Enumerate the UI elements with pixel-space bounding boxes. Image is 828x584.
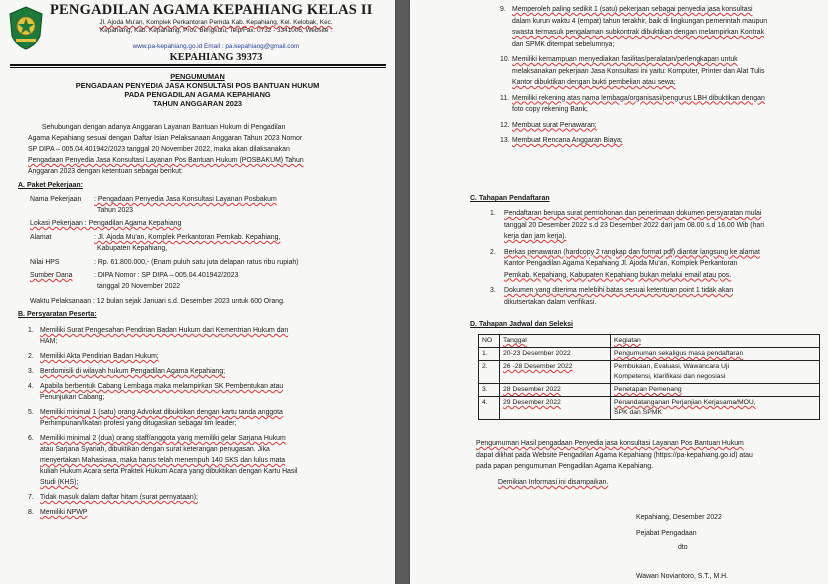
requirement-item-3 bbox=[500, 93, 822, 116]
schedule-no: 4. bbox=[479, 397, 500, 420]
item-text-line: Memiliki kemampuan menyediakan fasilitas/peralatan/perlengkapan untuk bbox=[512, 56, 738, 63]
schedule-row bbox=[479, 348, 820, 361]
item-number: 3. bbox=[28, 368, 34, 375]
intro-line4: Pengadaan Penyedia Jasa Konsultasi Layanan Pos Bantuan Hukum (POSBAKUM) Tahun bbox=[28, 157, 304, 164]
field-lokasi: Lokasi Pekerjaan : Pengadilan Agama Kepahiang bbox=[30, 220, 182, 227]
schedule-no: 3. bbox=[479, 384, 500, 397]
item-text-line: Memperoleh paling sedikit 1 (satu) pekerjaan sebagai penyedia jasa konsultasi bbox=[512, 6, 753, 13]
col-header-kegiatan: Kegiatan bbox=[611, 335, 820, 348]
field-value: : DIPA Nomor : SP DIPA – 005.04.401942/2023 bbox=[94, 272, 239, 279]
schedule-row bbox=[479, 384, 820, 397]
schedule-no: 2. bbox=[479, 361, 500, 384]
item-text-line: Apabila berbentuk Cabang Lembaga maka melampirkan SK Pembentukan atau bbox=[40, 383, 284, 390]
item-text-line: Kantor dibuktikan dengan bukti pembelian atau sewa; bbox=[512, 79, 676, 86]
item-number: 8. bbox=[28, 509, 34, 516]
section-d-title: D. Tahapan Jadwal dan Seleksi bbox=[470, 321, 573, 328]
field-value-cont: tanggal 20 November 2022 bbox=[97, 283, 181, 290]
field-nama-pekerjaan bbox=[30, 194, 386, 216]
item-number: 13. bbox=[500, 137, 510, 144]
schedule-activity bbox=[611, 397, 820, 420]
item-number: 5. bbox=[28, 409, 34, 416]
requirement-item-2 bbox=[500, 54, 822, 89]
field-value-cont: Kabupaten Kepahiang, bbox=[97, 245, 168, 252]
letterhead-address: Jl. Ajoda Mu'an, Komplek Perkantoran Pemda Kab. Kepahiang, Kel. Kelobak, Kec. Kepahiang, Kab. Kepahiang, Prov. Bengkulu, Telp/Fax. 0732 - 3341006, Website : bbox=[99, 19, 333, 34]
item-number: 1. bbox=[28, 327, 34, 334]
item-text-line: dikutsertakan dalam verifikasi. bbox=[504, 298, 597, 306]
signature-name: Wawan Noviantoro, S.T., M.H. bbox=[636, 573, 729, 580]
closing-paragraph: Pengumuman Hasil pengadaan Penyedia jasa konsultasi Layanan Pos Bantuan Hukum dapat dilihat pada Website Pengadilan Agama Kepahiang (https://pa-kepahiang.go.id) atau pada papan pengumuman Pengadilan Agama Kepahiang. bbox=[476, 440, 753, 470]
item-text-line: dan SPMK ditempat sebelumnya; bbox=[512, 40, 615, 48]
schedule-date: 26 -28 Desember 2022 bbox=[500, 361, 611, 384]
item-text-line: Perhimpunan/Ikatan profesi yang ditugaskan sebagai tim leader; bbox=[40, 420, 237, 427]
field-value: : Pengadaan Penyedia Jasa Konsultasi Layanan Posbakum bbox=[94, 196, 277, 203]
col-header-tanggal: Tanggal bbox=[500, 335, 611, 348]
schedule-activity-line: Penandatanganan Perjanjian Kerjasama/MOU, bbox=[614, 399, 756, 406]
schedule-date: 20-23 Desember 2022 bbox=[500, 348, 611, 361]
schedule-activity bbox=[611, 348, 820, 361]
section-a-title: A. Paket Pekerjaan: bbox=[18, 182, 83, 189]
intro-line5: Anggaran 2023 dengan ketentuan sebagai berikut: bbox=[28, 168, 183, 175]
item-number: 2. bbox=[28, 353, 34, 360]
item-number: 7. bbox=[28, 494, 34, 501]
field-value: : Jl. Ajoda Mu'an, Komplek Perkantoran Pemkab. Kepahiang, bbox=[94, 234, 281, 241]
field-sumber-dana bbox=[30, 270, 386, 292]
announcement-title-line1: PENGADAAN PENYEDIA JASA KONSULTASI POS BANTUAN HUKUM bbox=[75, 81, 320, 90]
item-text-line: Pendaftaran berupa surat permohonan dan penerimaan dokumen persyaratan mulai bbox=[504, 210, 762, 217]
requirement-item-4 bbox=[500, 120, 822, 132]
court-emblem-icon bbox=[8, 6, 44, 50]
schedule-activity-line: SPK dan SPMK bbox=[614, 409, 662, 416]
field-waktu: Waktu Pelaksanaan : 12 bulan sejak Januari s.d. Desember 2023 untuk 600 Orang. bbox=[30, 298, 285, 305]
announcement-title-line2: PADA PENGADILAN AGAMA KEPAHIANG bbox=[124, 90, 271, 99]
item-text-line: Berdomisili di wilayah hukum Pengadilan Agama Kepahiang; bbox=[40, 368, 226, 375]
item-text-line: atau Sarjana Syariah, dibuktikan dengan surat keterangan penugasan. Jika bbox=[40, 446, 270, 453]
registration-step-2 bbox=[490, 247, 822, 282]
schedule-row bbox=[479, 361, 820, 384]
item-text-line: Dokumen yang diterima melebihi batas sesuai ketentuan point 1 tidak akan bbox=[504, 287, 734, 294]
schedule-activity-line: Kompetensi, klarifikasi dan negosiasi bbox=[614, 373, 726, 380]
registration-step-3 bbox=[490, 285, 822, 308]
letterhead-divider-thin bbox=[10, 67, 386, 68]
item-number: 6. bbox=[28, 435, 34, 442]
item-text-line: tanggal 20 Desember 2022 s.d 23 Desember 2022 dari jam 08.00 s.d 16.00 Wib (hari bbox=[504, 221, 765, 229]
item-number: 11. bbox=[500, 94, 510, 102]
announcement-label: PENGUMUMAN bbox=[170, 72, 225, 81]
field-label: Sumber Dana bbox=[30, 272, 73, 279]
document-page-left bbox=[0, 0, 395, 584]
requirement-item-5 bbox=[500, 135, 822, 147]
closing-note: Demikian Informasi ini disampaikan. bbox=[498, 479, 609, 486]
schedule-activity bbox=[611, 361, 820, 384]
intro-line3: SP DIPA – 005.04.401942/2023 tanggal 20 November 2022, maka akan dilaksanakan bbox=[28, 146, 290, 153]
intro-line1: Sehubungan dengan adanya Anggaran Layanan Bantuan Hukum di Pengadilan bbox=[42, 124, 286, 131]
item-text-line: kerja dan jam kerja). bbox=[504, 233, 567, 240]
letterhead-divider bbox=[10, 64, 386, 66]
letterhead-contact[interactable]: www.pa-kepahiang.go.id Email : pa.kepahiang@gmail.com bbox=[132, 43, 300, 50]
schedule-table bbox=[478, 334, 820, 420]
item-text-line: melaksanakan pekerjaan Jasa Konsultasi ini yaitu: Komputer, Printer dan Alat Tulis bbox=[512, 67, 765, 75]
signature-role: Pejabat Pengadaan bbox=[636, 530, 697, 537]
item-text-line: Membuat surat Penawaran; bbox=[512, 121, 597, 129]
item-text-line: swasta termasuk pengalaman subkontrak dibuktikan dengan melampirkan Kontrak bbox=[512, 29, 765, 36]
field-value-cont: Tahun 2023 bbox=[97, 207, 134, 214]
requirement-item-3 bbox=[28, 366, 386, 377]
registration-step-1 bbox=[490, 208, 822, 243]
item-number: 1. bbox=[490, 210, 496, 217]
item-text-line: foto copy rekening Bank; bbox=[512, 106, 588, 113]
item-text-line: Membuat Rencana Anggaran Biaya; bbox=[512, 137, 623, 144]
item-number: 4. bbox=[28, 383, 34, 390]
section-c-title: C. Tahapan Pendaftaran bbox=[470, 195, 550, 202]
item-text-line: dalam kurun waktu 4 (empat) tahun terakhir, baik di lingkungan pemerintah maupun bbox=[512, 17, 768, 25]
schedule-row bbox=[479, 397, 820, 420]
signature-place-date: Kepahiang, Desember 2022 bbox=[636, 514, 722, 521]
item-number: 2. bbox=[490, 248, 496, 256]
letterhead-title: PENGADILAN AGAMA KEPAHIANG KELAS II bbox=[50, 2, 373, 18]
schedule-date: 29 Desember 2022 bbox=[500, 397, 611, 420]
requirement-item-6 bbox=[28, 433, 386, 488]
col-header-no: NO bbox=[479, 335, 500, 348]
field-value: : Rp. 61.800.000,- (Enam puluh satu juta delapan ratus ribu rupiah) bbox=[94, 259, 299, 266]
item-text-line: Tidak masuk dalam daftar hitam (surat pernyataan); bbox=[40, 494, 198, 501]
section-b-title: B. Persyaratan Peserta: bbox=[18, 311, 97, 318]
item-text-line: Berkas penawaran (hardcopy 2 rangkap dan format pdf) diantar langsung ke alamat bbox=[504, 248, 760, 256]
field-label: Alamat bbox=[30, 234, 52, 241]
item-text-line: Penunjukan Cabang; bbox=[40, 394, 105, 401]
field-alamat bbox=[30, 232, 386, 254]
schedule-activity-line: Pembukaan, Evaluasi, Wawancara Uji bbox=[614, 363, 729, 370]
requirement-item-4 bbox=[28, 381, 386, 403]
signature-dto: dto bbox=[678, 544, 688, 551]
field-label: Nilai HPS bbox=[30, 259, 60, 266]
item-text-line: Studi (KHS); bbox=[40, 479, 79, 486]
letterhead bbox=[8, 2, 388, 66]
document-page-right bbox=[410, 0, 828, 584]
item-text-line: Memiliki Akta Pendirian Badan Hukum; bbox=[40, 353, 159, 360]
item-number: 10. bbox=[500, 56, 510, 63]
field-label: Nama Pekerjaan bbox=[30, 196, 82, 203]
schedule-no: 1. bbox=[479, 348, 500, 361]
requirement-item-7 bbox=[28, 492, 386, 503]
announcement-title-line3: TAHUN ANGGARAN 2023 bbox=[152, 99, 243, 108]
requirement-item-5 bbox=[28, 407, 386, 429]
schedule-date: 28 Desember 2022 bbox=[500, 384, 611, 397]
schedule-activity-line: Pengumuman sekaligus masa pendaftaran bbox=[614, 350, 744, 357]
schedule-activity-line: Penetapan Pemenang bbox=[614, 386, 682, 393]
item-text-line: menyertakan Mahasiswa, maka harus telah menempuh 140 SKS dan lulus mata bbox=[40, 457, 286, 464]
requirement-item-8 bbox=[28, 507, 386, 518]
item-text-line: Memiliki rekening atas nama lembaga/organisasi/pengurus LBH dibuktikan dengan bbox=[512, 94, 765, 102]
item-text-line: HAM; bbox=[40, 338, 58, 345]
item-number: 3. bbox=[490, 287, 496, 294]
letterhead-code: KEPAHIANG 39373 bbox=[169, 52, 263, 63]
item-text-line: Memiliki minimal 2 (dua) orang staff/anggota yang memiliki gelar Sarjana Hukum bbox=[40, 435, 286, 442]
item-text-line: Kantor Pengadilan Agama Kepahiang Jl. Ajoda Mu'an, Komplek Perkantoran bbox=[504, 260, 738, 267]
item-text-line: Pemkab. Kepahiang, Kabupaten Kepahiang bukan melalui email atau pos. bbox=[504, 271, 732, 279]
requirement-item-2 bbox=[28, 351, 386, 362]
requirement-item-1 bbox=[500, 4, 822, 50]
item-text-line: Memiliki minimal 1 (satu) orang Advokat dibuktikan dengan kartu tanda anggota bbox=[40, 409, 283, 416]
item-number: 9. bbox=[500, 6, 506, 13]
schedule-header-row bbox=[479, 335, 820, 348]
item-number: 12. bbox=[500, 121, 510, 129]
item-text-line: kuliah Hukum Acara serta Praktek Hukum Acara yang dibuktikan dengan Kartu Hasil bbox=[40, 468, 298, 475]
requirement-item-1 bbox=[28, 325, 386, 347]
item-text-line: Memiliki Surat Pengesahan Pendirian Badan Hukum dari Kementrian Hukum dan bbox=[40, 327, 289, 334]
item-text-line: Memiliki NPWP bbox=[40, 509, 88, 516]
schedule-activity bbox=[611, 384, 820, 397]
intro-line2: Agama Kepahiang sesuai dengan Daftar Isian Pelaksanaan Anggaran Tahun 2023 Nomor bbox=[28, 135, 303, 142]
